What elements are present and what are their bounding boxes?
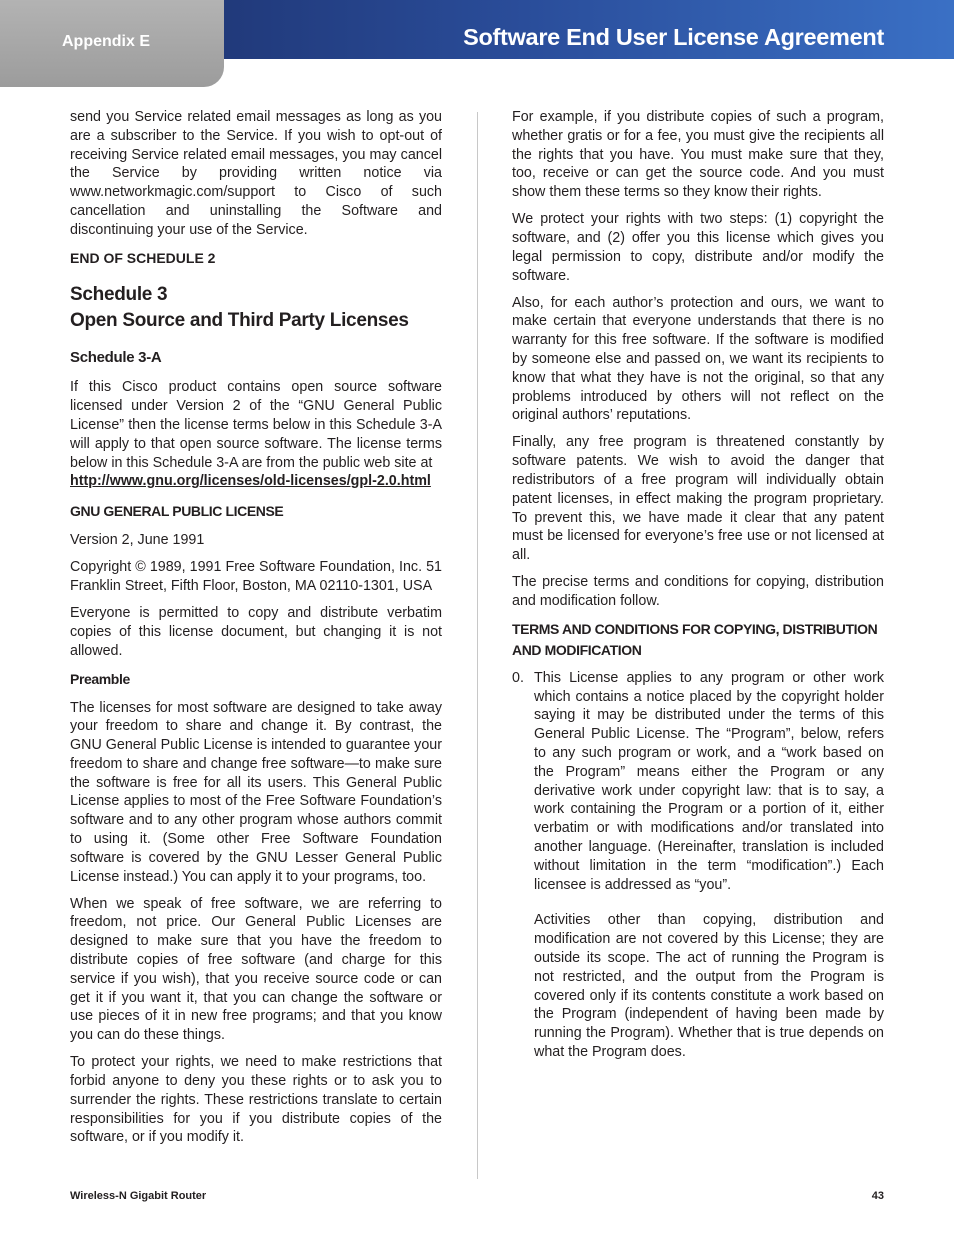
preamble-heading: Preamble [70, 670, 130, 687]
open-source-paragraph: If this Cisco product contains open source software licensed under Version 2 of the “GNU General Public License” then the license terms below in this Schedule 3-A will apply to that open source software. The license terms below in this Schedule 3-A are from the public web site at [70, 379, 442, 471]
footer-page-number: 43 [871, 1190, 884, 1202]
terms-follow-paragraph: The precise terms and conditions for copying, distribution and modification follow. [512, 574, 884, 609]
two-steps-paragraph: We protect your rights with two steps: (1) copyright the software, and (2) offer you this license which gives you legal permission to copy, distribute and/or modify the software. [512, 211, 884, 284]
copyright-paragraph: Copyright © 1989, 1991 Free Software Foundation, Inc. 51 Franklin Street, Fifth Floor, Boston, MA 02110-1301, USA [70, 559, 442, 594]
schedule-title-line-1: Schedule 3 [70, 284, 168, 306]
preamble-paragraph-3: To protect your rights, we need to make restrictions that forbid anyone to deny you these rights or to ask you to surrender the rights. These restrictions translate to certain responsibilities for you if you distribute copies of the software, or if you modify it. [70, 1054, 442, 1146]
item-number: 0. [512, 669, 524, 686]
column-divider [477, 112, 478, 1179]
appendix-tab [0, 0, 224, 87]
preamble-paragraph-2: When we speak of free software, we are referring to freedom, not price. Our General Public Licenses are designed to make sure that you have the freedom to distribute copies of free software (and charge for this service if you wish), that you receive source code or can get it if you want it, that you can change the software or use pieces of it in new free programs; and that you know you can do these things. [70, 895, 442, 1044]
preamble-paragraph-1: The licenses for most software are designed to take away your freedom to share and change it. By contrast, the GNU General Public License is intended to guarantee your freedom to share and change free software—to make sure the software is free for all its users. This General Public License applies to most of the Free Software Foundation’s software and to any other program whose authors commit to using it. (Some other Free Software Foundation software is covered by the GNU Lesser General Public License instead.) You can apply it to your programs, too. [70, 699, 442, 885]
right-column [512, 108, 884, 1079]
list-item [512, 669, 884, 1062]
gpl-heading: GNU GENERAL PUBLIC LICENSE [70, 503, 284, 520]
terms-heading: TERMS AND CONDITIONS FOR COPYING, DISTRIBUTION AND MODIFICATION [512, 620, 878, 658]
left-column [70, 108, 442, 1155]
footer-product-name: Wireless-N Gigabit Router [70, 1190, 207, 1202]
verbatim-paragraph: Everyone is permitted to copy and distribute verbatim copies of this license document, but changing it is not allowed. [70, 604, 442, 659]
gpl-link[interactable]: http://www.gnu.org/licenses/old-licenses/gpl-2.0.html [70, 473, 431, 490]
appendix-label: Appendix E [62, 33, 151, 50]
patents-paragraph: Finally, any free program is threatened constantly by software patents. We wish to avoid the danger that redistributors of a free program will individually obtain patent licenses, in effect making the program proprietary. To prevent this, we have made it clear that any patent must be licensed for everyone’s free use or not licensed at all. [512, 434, 884, 564]
schedule-title-line-2: Open Source and Third Party Licenses [70, 310, 409, 332]
page-title: Software End User License Agreement [463, 24, 884, 50]
warranty-paragraph: Also, for each author’s protection and ours, we want to make certain that everyone understands that there is no warranty for this free software. If the software is modified by someone else and passed on, we want its recipients to know that what they have is not the original, so that any problems introduced by others will not reflect on the original authors’ reputations. [512, 294, 884, 424]
example-paragraph: For example, if you distribute copies of such a program, whether gratis or for a fee, you must give the recipients all the rights that you have. You must make sure that they, too, receive or can get the source code. And you must show them these terms so they know their rights. [512, 109, 884, 201]
version-line: Version 2, June 1991 [70, 532, 205, 549]
item-paragraph-1: This License applies to any program or other work which contains a notice placed by the copyright holder saying it may be distributed under the terms of this General Public License. The “Program”, below, refers to any such program or work, and a “work based on the Program” means either the Program or any derivative work under copyright law: that is to say, a work containing the Program or a portion of it, either verbatim or with modifications and/or translated into another language. (Hereinafter, translation is included without limitation in the term “modification”.) Each licensee is addressed as “you”. [534, 669, 884, 893]
service-paragraph: send you Service related email messages as long as you are a subscriber to the Service. If you wish to opt-out of receiving Service related email messages, you may cancel the Service by providing written notice via www.networkmagic.com/support to Cisco of such cancellation and uninstalling the Software and discontinuing your use of the Service. [70, 109, 442, 238]
schedule-heading [70, 282, 442, 334]
item-paragraph-2: Activities other than copying, distribution and modification are not covered by this License; they are outside its scope. The act of running the Program is not restricted, and the output from the Program is covered only if its contents constitute a work based on the Program (independent of having been made by running the Program). Whether that is true depends on what the Program does. [534, 912, 884, 1060]
schedule-3a-heading: Schedule 3-A [70, 349, 162, 367]
end-of-schedule-label: END OF SCHEDULE 2 [70, 249, 216, 266]
